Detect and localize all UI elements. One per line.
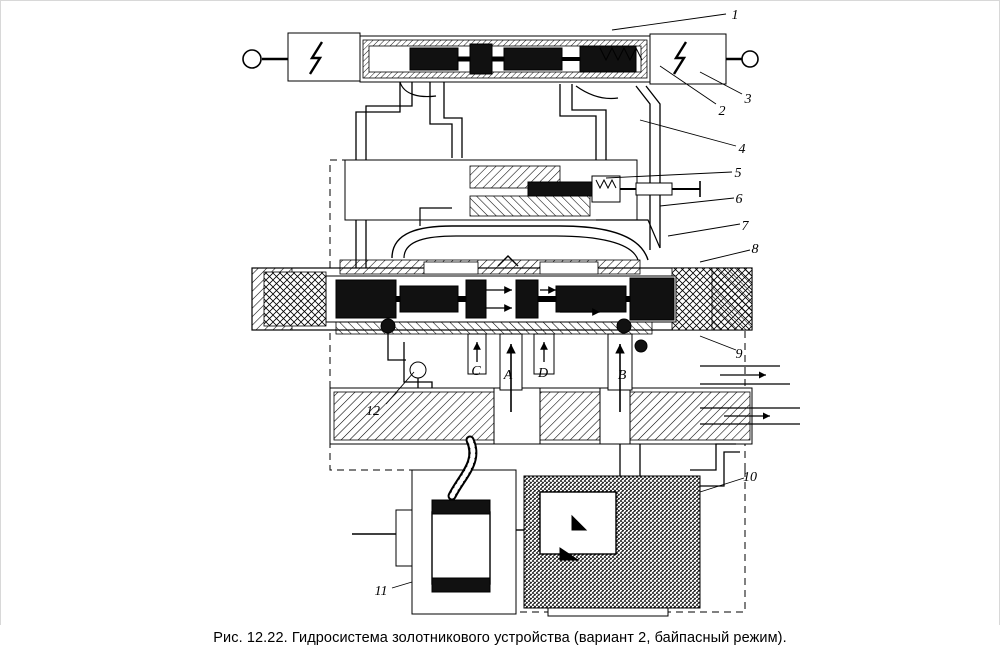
port-label-c: C bbox=[471, 364, 481, 379]
port-label-b: B bbox=[617, 368, 627, 383]
callout-9: 9 bbox=[735, 347, 743, 362]
callout-1: 1 bbox=[731, 8, 739, 23]
callout-12: 12 bbox=[366, 404, 380, 419]
callout-10: 10 bbox=[743, 470, 757, 485]
port-label-a: A bbox=[503, 368, 513, 383]
callout-7: 7 bbox=[741, 219, 749, 234]
callout-11: 11 bbox=[374, 584, 388, 599]
figure-caption: Рис. 12.22. Гидросистема золотникового устройства (вариант 2, байпасный режим). bbox=[213, 630, 787, 646]
port-label-d: D bbox=[537, 366, 549, 381]
callout-8: 8 bbox=[751, 242, 759, 257]
callout-3: 3 bbox=[744, 92, 752, 107]
callout-5: 5 bbox=[734, 166, 742, 181]
callout-4: 4 bbox=[738, 142, 746, 157]
callout-6: 6 bbox=[735, 192, 743, 207]
callout-2: 2 bbox=[718, 104, 726, 119]
